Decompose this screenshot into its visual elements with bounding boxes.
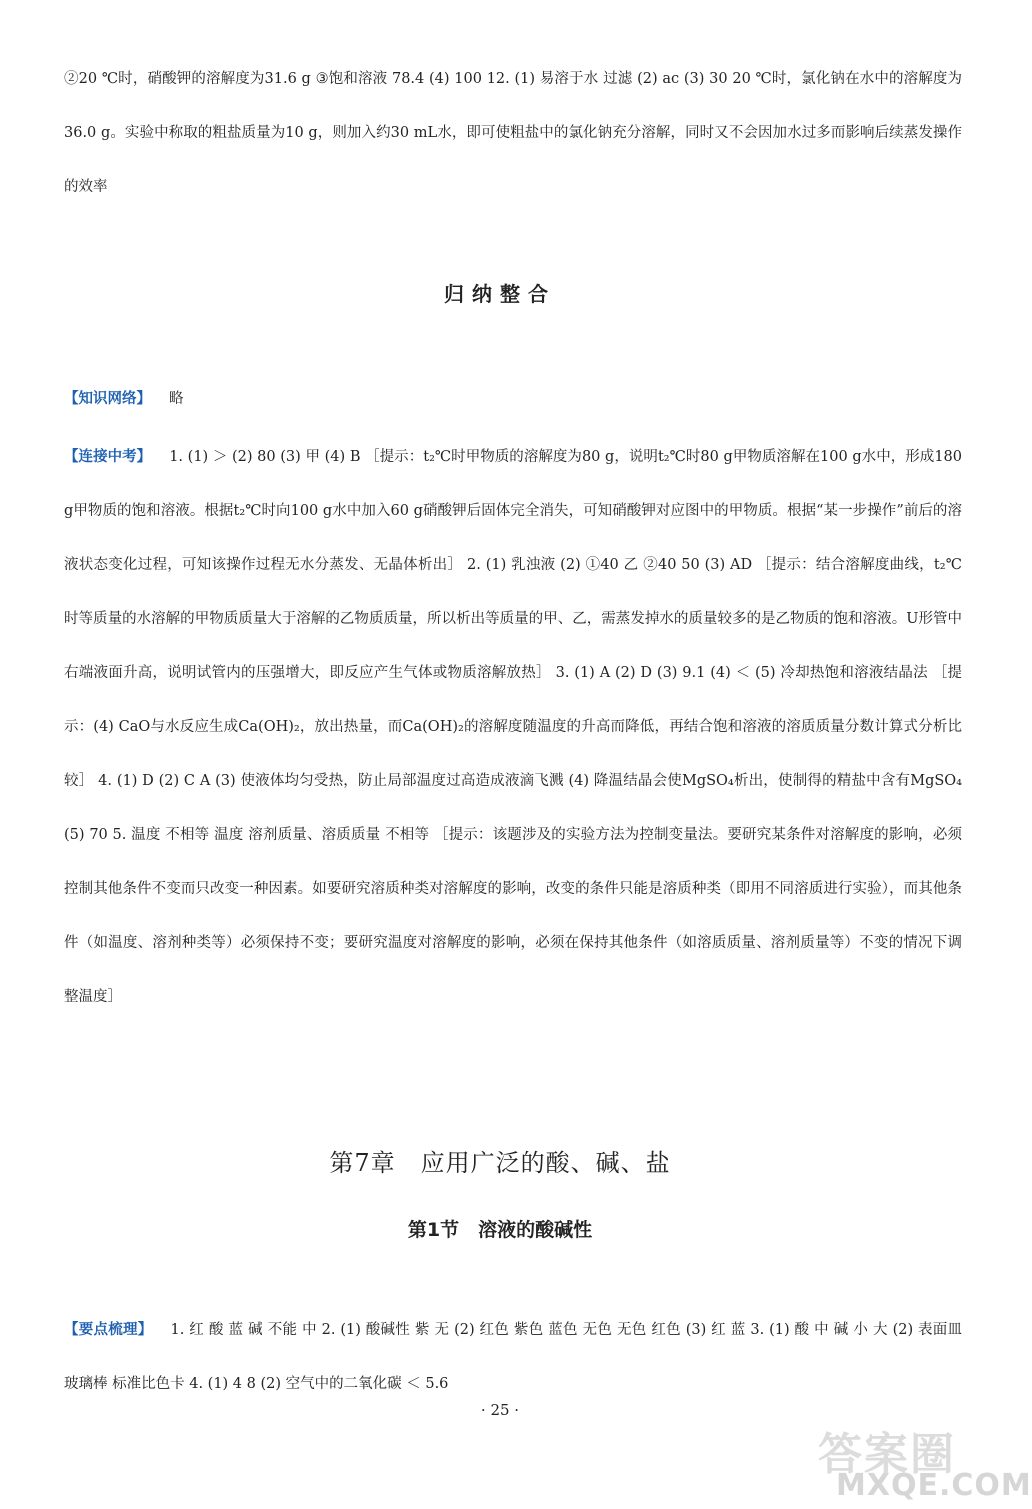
knowledge-network-text: 略 — [169, 391, 184, 407]
section-title: 第1节 溶液的酸碱性 — [407, 1219, 593, 1241]
knowledge-network-tag: 【知识网络】 — [64, 391, 151, 407]
exam-link-tag: 【连接中考】 — [64, 449, 152, 465]
watermark-url: MXQE.COM — [836, 1468, 1032, 1503]
exam-link-text: 1. (1) ＞ (2) 80 (3) 甲 (4) B ［提示：t₂℃时甲物质的溶解度为80 g，说明t₂℃时80 g甲物质溶解在100 g水中，形成180 g甲物质的饱和溶液。根据t₂℃时向100 g水中加入60 g硝酸钾后固体完全消失，可知硝酸钾对应图中的甲物质。根据“某一步操作”前后的溶液状态变化过程，可知该操作过程无水分蒸发、无晶体析出］ 2. (1) 乳浊液 (2) ①40 乙 ②40 50 (3) AD ［提示：结合溶解度曲线，t₂℃时等质量的水溶解的甲物质质量大于溶解的乙物质质量，所以析出等质量的甲、乙，需蒸发掉水的质量较多的是乙物质的饱和溶液。U形管中右端液面升高，说明试管内的压强增大，即反应产生气体或物质溶解放热］ 3. (1) A (2) D (3) 9.1 (4) ＜ (5) 冷却热饱和溶液结晶法 ［提示：(4) CaO与水反应生成Ca(OH)₂，放出热量，而Ca(OH)₂的溶解度随温度的升高而降低，再结合饱和溶液的溶质质量分数计算式分析比较］ 4. (1) D (2) C A (3) 使液体均匀受热，防止局部温度过高造成液滴飞溅 (4) 降温结晶会使MgSO₄析出，使制得的精盐中含有MgSO₄ (5) 70 5. 温度 不相等 温度 溶剂质量、溶质质量 不相等 ［提示：该题涉及的实验方法为控制变量法。要研究某条件对溶解度的影响，必须控制其他条件不变而只改变一种因素。如要研究溶质种类对溶解度的影响，改变的条件只能是溶质种类（即用不同溶质进行实验），而其他条件（如温度、溶剂种类等）必须保持不变；要研究温度对溶解度的影响，必须在保持其他条件（如溶质质量、溶剂质量等）不变的情况下调整温度］ — [64, 449, 962, 1005]
exam-link-section — [64, 430, 962, 1024]
top-paragraph-text: ②20 ℃时，硝酸钾的溶解度为31.6 g ③饱和溶液 78.4 (4) 100 12. (1) 易溶于水 过滤 (2) ac (3) 30 20 ℃时，氯化钠在水中的溶解度为36.0 g。实验中称取的粗盐质量为10 g，则加入约30 mL水，即可使粗盐中的氯化钠充分溶解，同时又不会因加水过多而影响后续蒸发操作的效率 — [64, 71, 962, 195]
key-points-tag: 【要点梳理】 — [64, 1322, 153, 1338]
top-paragraph — [64, 52, 962, 214]
site-watermark — [818, 1418, 1032, 1504]
key-points-text: 1. 红 酸 蓝 碱 不能 中 2. (1) 酸碱性 紫 无 (2) 红色 紫色 蓝色 无色 无色 红色 (3) 红 蓝 3. (1) 酸 中 碱 小 大 (2) 表面皿 玻璃棒 标准比色卡 4. (1) 4 8 (2) 空气中的二氧化碳 ＜ 5.6 — [64, 1322, 962, 1392]
page-number: · 25 · — [480, 1401, 520, 1419]
knowledge-network — [64, 372, 962, 426]
watermark-logo-text: 答案圈 — [818, 1429, 956, 1480]
chapter-title: 第7章 应用广泛的酸、碱、盐 — [329, 1149, 671, 1177]
summary-title: 归纳整合 — [444, 282, 556, 306]
key-points-section — [64, 1303, 962, 1411]
